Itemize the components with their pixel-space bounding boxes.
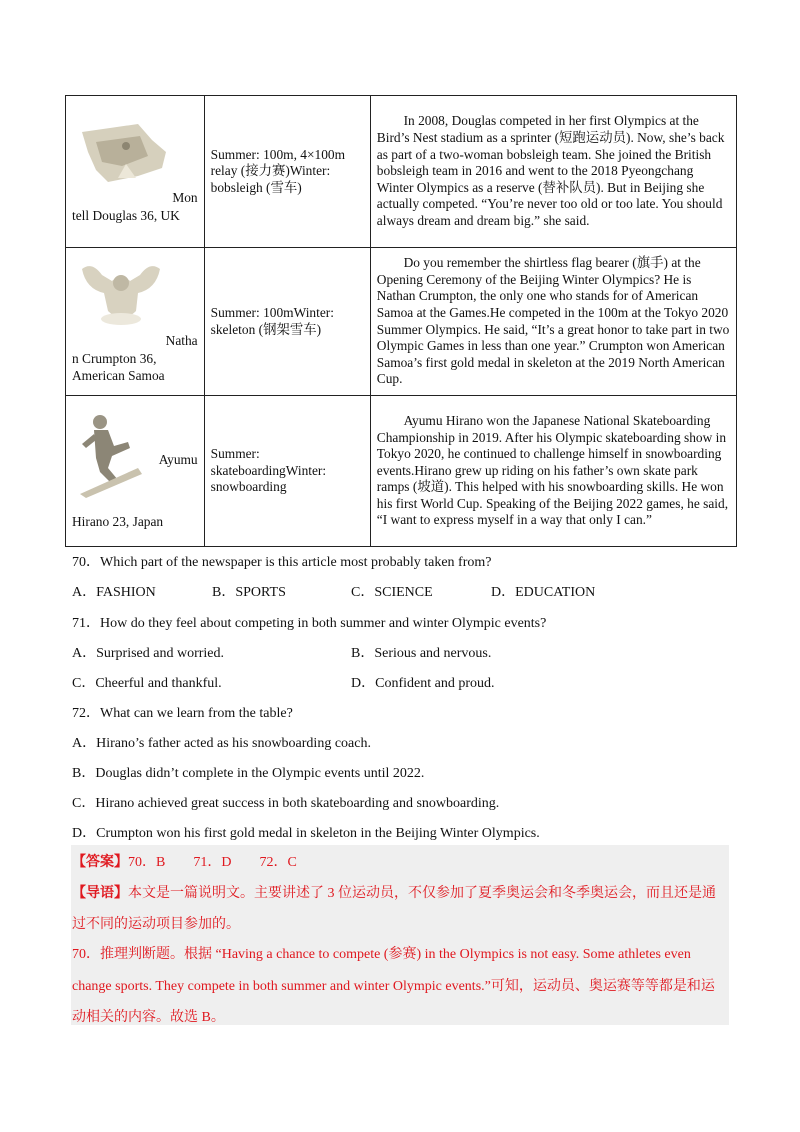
table-row xyxy=(66,396,737,547)
answer-line xyxy=(72,851,297,871)
athlete-name-part2: tell Douglas 36, UK xyxy=(72,208,180,224)
explanation-line-3: 动相关的内容。故选 B。 xyxy=(72,1010,225,1025)
answer-text: 70．B 71．D 72．C xyxy=(128,855,297,870)
athlete-name-part2: n Crumpton 36, American Samoa xyxy=(72,350,165,383)
athlete-name-cell xyxy=(66,96,205,248)
q70-option-a[interactable]: A．FASHION xyxy=(72,585,156,600)
guide-line-2: 过不同的运动项目参加的。 xyxy=(72,917,240,932)
answer-tag: 【答案】 xyxy=(72,855,128,870)
q72-option-d[interactable]: D．Crumpton won his first gold medal in skeleton in the Beijing Winter Olympics. xyxy=(72,826,540,841)
guide-text-1: 本文是一篇说明文。主要讲述了 3 位运动员，不仅参加了夏季奥运会和冬季奥运会，而且还是通 xyxy=(128,886,716,901)
guide-tag: 【导语】 xyxy=(72,886,128,901)
q71-option-c[interactable]: C．Cheerful and thankful. xyxy=(72,676,222,691)
athlete-sports-cell: Summer: skateboardingWinter: snowboarding xyxy=(204,396,370,547)
athlete-description: Do you remember the shirtless flag bearer (旗手) at the Opening Ceremony of the Beijing Winter Olympics? He is Nathan Crumpton, the only one who stands for of American Samoa at the Games.He competed in the 100m at the Tokyo 2020 Summer Olympics. He said, “It’s a great honor to take part in two Olympic Games in less than one year.” Crumpton won American Samoa’s first gold medal in skeleton at the 2019 North American Cup. xyxy=(376,255,730,387)
athlete-description-cell xyxy=(370,248,736,396)
athlete-name-part1: Mon xyxy=(172,190,198,206)
athlete-name-cell xyxy=(66,248,205,396)
athlete-sports-cell: Summer: 100m, 4×100m relay (接力赛)Winter: bobsleigh (雪车) xyxy=(204,96,370,248)
q72-option-b[interactable]: B．Douglas didn’t complete in the Olympic events until 2022. xyxy=(72,766,425,781)
q72-option-c[interactable]: C．Hirano achieved great success in both skateboarding and snowboarding. xyxy=(72,796,500,811)
table-row xyxy=(66,96,737,248)
snowboarder-photo-icon xyxy=(78,412,144,498)
athlete-description: In 2008, Douglas competed in her first Olympics at the Bird’s Nest stadium as a sprinter (短跑运动员). Now, she’s back as part of a two-woman bobsleigh team. She joined the British bobsleigh team in 2016 and went to the 2018 Pyeongchang Winter Olympics as a reserve (替补队员). But in Beijing she actually competed. “You’re never too old or too late. You should always dream and dream big.” she said. xyxy=(376,113,725,228)
athlete-sports-cell: Summer: 100mWinter: skeleton (钢架雪车) xyxy=(204,248,370,396)
question-72-stem: 72．What can we learn from the table? xyxy=(72,706,293,721)
q71-option-b[interactable]: B．Serious and nervous. xyxy=(351,646,492,661)
answer-panel xyxy=(71,845,729,1025)
q71-option-d[interactable]: D．Confident and proud. xyxy=(351,676,495,691)
q72-option-a[interactable]: A．Hirano’s father acted as his snowboarding coach. xyxy=(72,736,371,751)
question-71-stem: 71．How do they feel about competing in both summer and winter Olympic events? xyxy=(72,616,547,631)
explanation-line-1: 70．推理判断题。根据 “Having a chance to compete (参赛) in the Olympics is not easy. Some athletes even xyxy=(72,947,691,962)
bobsleigh-photo-icon xyxy=(78,118,170,188)
athletes-table xyxy=(65,95,737,547)
table-row xyxy=(66,248,737,396)
q70-option-c[interactable]: C．SCIENCE xyxy=(351,585,433,600)
q71-option-a[interactable]: A．Surprised and worried. xyxy=(72,646,225,661)
athlete-description-cell xyxy=(370,396,736,547)
athlete-description-cell xyxy=(370,96,736,248)
athlete-name-part1: Ayumu xyxy=(158,451,198,467)
athlete-description: Ayumu Hirano won the Japanese National Skateboarding Championship in 2019. After his Olympic skateboarding show in Tokyo 2020, he continued to challenge himself in snowboarding events.Hirano grew up riding on his father’s own skate park ramps (坡道). This helped with his snowboarding skills. He won his first World Cup. Speaking of the Beijing 2022 games, he said, “I want to express myself in a way that only I can.” xyxy=(376,412,729,528)
athlete-name-part1: Natha xyxy=(165,332,198,348)
athlete-statue-photo-icon xyxy=(78,259,164,331)
explanation-line-2: change sports. They compete in both summer and winter Olympic events.”可知，运动员、奥运赛等等都是和运 xyxy=(72,979,715,994)
guide-line-1 xyxy=(72,882,716,902)
athlete-name-cell xyxy=(66,396,205,547)
question-70-stem: 70．Which part of the newspaper is this article most probably taken from? xyxy=(72,555,492,570)
q70-option-d[interactable]: D．EDUCATION xyxy=(491,585,596,600)
athlete-name-part2: Hirano 23, Japan xyxy=(72,513,164,529)
q70-option-b[interactable]: B．SPORTS xyxy=(212,585,286,600)
